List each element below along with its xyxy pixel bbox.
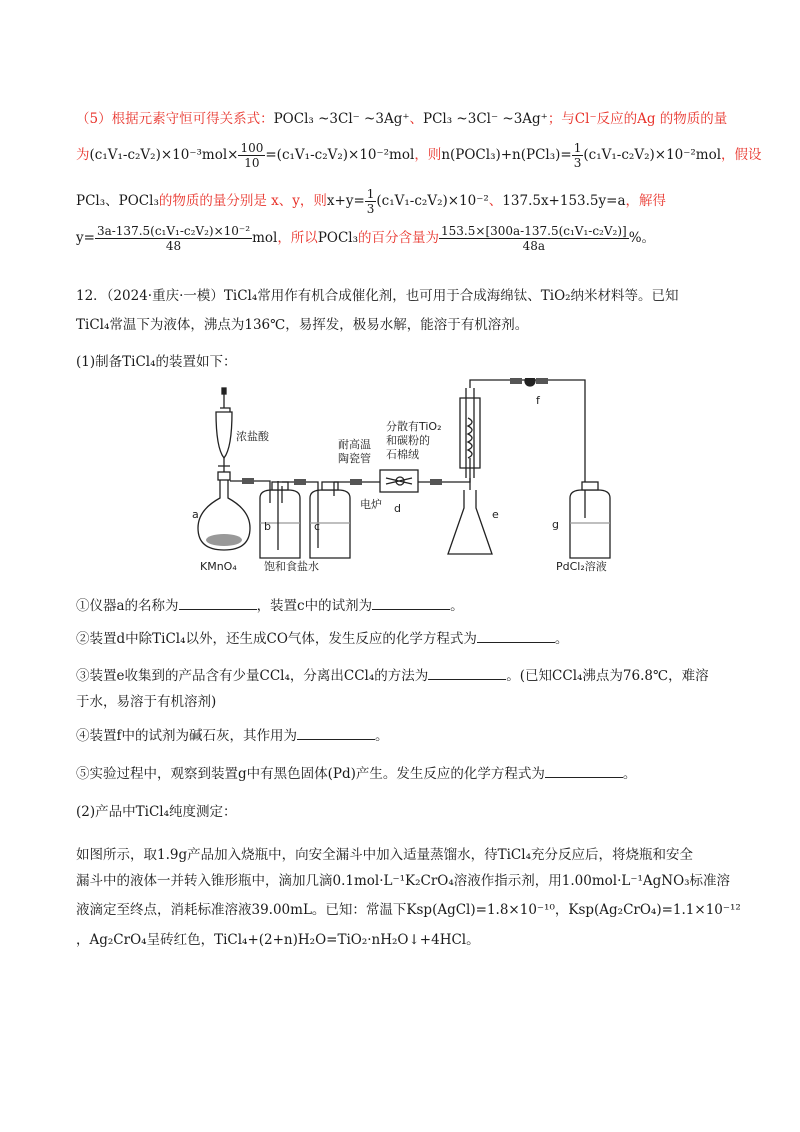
- frac-den: 48a: [522, 239, 546, 253]
- q4-line: [76, 724, 389, 744]
- l2-expr4: (c₁V₁-c₂V₂)×10⁻²mol: [583, 147, 722, 163]
- q12-p2: 漏斗中的液体一并转入锥形瓶中，滴加几滴0.1mol·L⁻¹K₂CrO₄溶液作指示剂，用1.00mol·L⁻¹AgNO₃标准溶: [76, 873, 731, 889]
- q5-text: ⑤实验过程中，观察到装置g中有黑色固体(Pd)产生。发生反应的化学方程式为: [76, 766, 545, 782]
- q2-text: ②装置d中除TiCl₄以外，还生成CO气体，发生反应的化学方程式为: [76, 631, 477, 647]
- l3-expr: x+y=: [326, 193, 365, 209]
- frac-num: 1: [366, 187, 375, 201]
- frac-num: 100: [240, 141, 264, 155]
- bottle-g: [570, 490, 610, 558]
- frac-100-10: [238, 141, 265, 170]
- flask-e: [448, 490, 492, 554]
- label-kmno4: KMnO₄: [200, 560, 237, 573]
- l2-tail: ，假设: [721, 147, 762, 163]
- label-ceramic2: 陶瓷管: [338, 452, 371, 465]
- frac-num: 3a-137.5(c₁V₁-c₂V₂)×10⁻²: [96, 224, 251, 238]
- l3-expr2: (c₁V₁-c₂V₂)×10⁻²: [376, 193, 489, 209]
- l3-tail: ，解得: [625, 193, 667, 209]
- frac-num: 1: [573, 141, 582, 155]
- answer-blank[interactable]: [545, 765, 623, 778]
- label-hcl: 浓盐酸: [236, 430, 269, 443]
- frac-den: 3: [366, 202, 375, 216]
- label-furnace: 电炉: [360, 498, 382, 511]
- part5-line3: [76, 187, 666, 216]
- l2-expr1: (c₁V₁-c₂V₂)×10⁻³mol×: [89, 147, 239, 163]
- label-c: c: [314, 520, 321, 533]
- q12-p1: 如图所示，取1.9g产品加入烧瓶中，向安全漏斗中加入适量蒸馏水，待TiCl₄充分反应后，将烧瓶和安全: [76, 847, 693, 863]
- q3-line: [76, 664, 709, 684]
- answer-blank[interactable]: [428, 667, 506, 680]
- relation-pocl3: POCl₃ ~3Cl⁻ ~3Ag⁺: [273, 111, 410, 127]
- label-g: g: [552, 518, 559, 531]
- q1-text-b: ，装置c中的试剂为: [256, 598, 373, 614]
- answer-blank[interactable]: [297, 727, 375, 740]
- l4-y: y=: [76, 230, 95, 246]
- part5-lead: 根据元素守恒可得关系式：: [111, 111, 274, 127]
- label-brine: 饱和食盐水: [264, 560, 319, 573]
- drying-tube-f: [525, 378, 535, 386]
- l2-expr2: =(c₁V₁-c₂V₂)×10⁻²mol: [265, 147, 415, 163]
- q3-text: ③装置e收集到的产品含有少量CCl₄，分离出CCl₄的方法为: [76, 668, 429, 684]
- q1-text-c: 。: [450, 598, 464, 614]
- answer-blank[interactable]: [372, 597, 450, 610]
- q12-intro1: 12．（2024·重庆·一模）TiCl₄常用作有机合成催化剂，也可用于合成海绵钛、TiO₂纳米材料等。已知: [76, 288, 679, 304]
- q12-p4: ，Ag₂CrO₄呈砖红色，TiCl₄+(2+n)H₂O=TiO₂·nH₂O↓+4HCl。: [76, 932, 480, 948]
- l3-b: 的物质的量分别是 x、y，则: [158, 193, 327, 209]
- q1-line: [76, 594, 464, 614]
- q3-line2: 于水，易溶于有机溶剂): [76, 694, 217, 710]
- q1-text: ①仪器a的名称为: [76, 598, 179, 614]
- label-d: d: [394, 502, 401, 515]
- l2-then: ，则: [414, 147, 442, 163]
- l4-mid: ，所以: [277, 230, 318, 246]
- label-tio2-2: 和碳粉的: [386, 434, 430, 447]
- frac-den: 3: [573, 156, 582, 170]
- part5-label: （5）: [76, 111, 112, 127]
- label-b: b: [264, 520, 271, 533]
- frac-pct: [439, 224, 629, 253]
- l4-pct: %。: [628, 230, 656, 246]
- q12-sub2-title: (2)产品中TiCl₄纯度测定：: [76, 804, 237, 820]
- q12-sub1-title: (1)制备TiCl₄的装置如下：: [76, 354, 237, 370]
- apparatus-diagram: [190, 378, 640, 578]
- q2-text-b: 。: [554, 631, 569, 647]
- q3-text-b: 。(已知CCl₄沸点为76.8℃，难溶: [506, 668, 709, 684]
- label-tio2-1: 分散有TiO₂: [386, 420, 442, 433]
- answer-blank[interactable]: [477, 630, 555, 643]
- label-tio2-3: 石棉绒: [386, 448, 419, 461]
- label-pdcl2: PdCl₂溶液: [556, 560, 607, 573]
- q12-p3: 液滴定至终点，消耗标准溶液39.00mL。已知：常温下Ksp(AgCl)=1.8×10⁻¹⁰，Ksp(Ag₂CrO₄)=1.1×10⁻¹²: [76, 902, 741, 918]
- frac-num: 153.5×[300a-137.5(c₁V₁-c₂V₂)]: [441, 224, 627, 238]
- frac-den: 10: [244, 156, 260, 170]
- l3-a: PCl₃、POCl₃: [76, 193, 159, 209]
- q5-text-b: 。: [622, 766, 637, 782]
- frac-1-3b: [365, 187, 377, 216]
- l4-pocl3: POCl₃: [317, 230, 359, 246]
- l2-expr3: n(POCl₃)+n(PCl₃)=: [441, 147, 572, 163]
- q2-line: [76, 627, 568, 647]
- dropping-funnel: [216, 394, 232, 458]
- label-f: f: [536, 394, 540, 407]
- q12-intro2: TiCl₄常温下为液体，沸点为136℃，易挥发，极易水解，能溶于有机溶剂。: [76, 317, 529, 333]
- frac-1-3: [572, 141, 584, 170]
- label-ceramic1: 耐高温: [338, 438, 371, 451]
- part5-tail: ；与Cl⁻反应的Ag 的物质的量: [547, 111, 728, 127]
- part5-line4: [76, 224, 655, 253]
- sep: 、: [488, 193, 503, 209]
- part5-line1: [76, 107, 727, 127]
- l4-pct-lead: 的百分含量为: [358, 230, 440, 246]
- l2-lead: 为: [76, 147, 90, 163]
- l3-eq: 137.5x+153.5y=a: [502, 193, 626, 209]
- q5-line: [76, 762, 636, 782]
- label-e: e: [492, 508, 499, 521]
- q4-text: ④装置f中的试剂为碱石灰，其作用为: [76, 728, 297, 744]
- label-a: a: [192, 508, 199, 521]
- l4-mol: mol: [252, 230, 278, 246]
- q4-text-b: 。: [375, 728, 389, 744]
- relation-pcl3: PCl₃ ~3Cl⁻ ~3Ag⁺: [422, 111, 548, 127]
- part5-line2: [76, 141, 762, 170]
- answer-blank[interactable]: [179, 597, 257, 610]
- frac-y: [95, 224, 252, 253]
- frac-den: 48: [165, 239, 182, 253]
- sep: 、: [409, 111, 423, 127]
